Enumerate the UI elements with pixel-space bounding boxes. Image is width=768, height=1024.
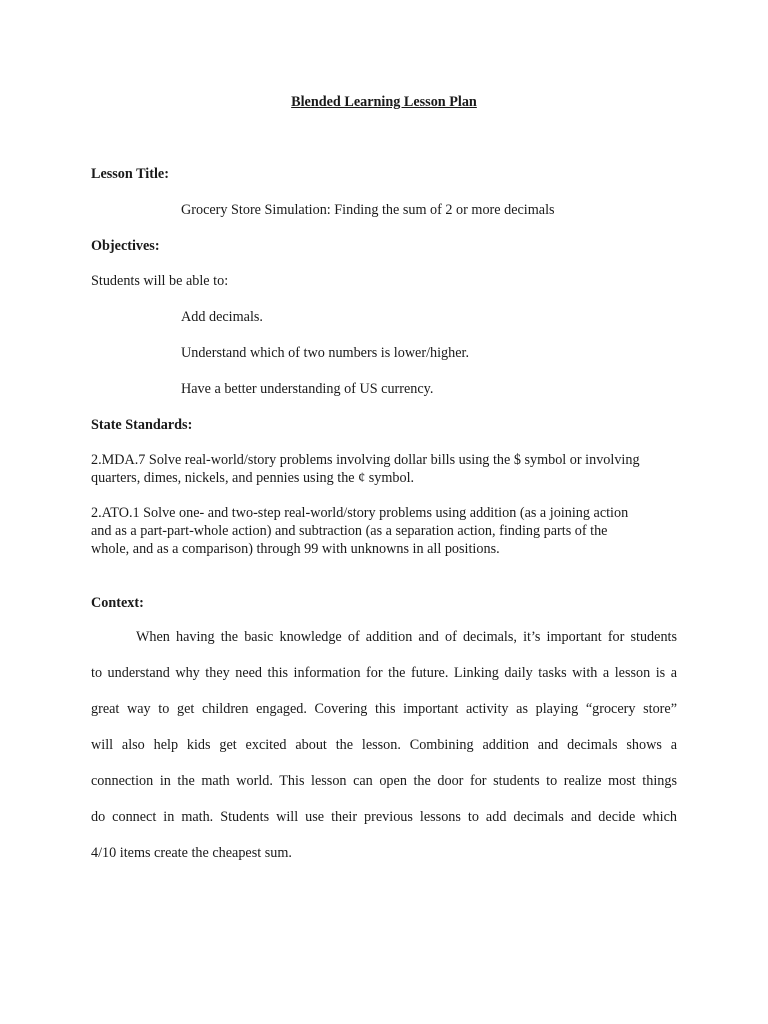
lesson-title-heading: Lesson Title: bbox=[91, 166, 169, 182]
context-line: will also help kids get excited about the lesson. Combining addition and decimals shows a bbox=[91, 737, 677, 753]
context-line: 4/10 items create the cheapest sum. bbox=[91, 845, 292, 861]
standards-heading: State Standards: bbox=[91, 417, 193, 433]
objective-item: Add decimals. bbox=[181, 309, 263, 325]
standard-line: and as a part-part-whole action) and subtraction (as a separation action, finding parts of the bbox=[91, 523, 608, 539]
context-line: When having the basic knowledge of addition and of decimals, it’s important for students bbox=[136, 629, 677, 645]
standard-line: 2.ATO.1 Solve one- and two-step real-world/story problems using addition (as a joining action bbox=[91, 505, 629, 521]
objective-item: Understand which of two numbers is lower/higher. bbox=[181, 345, 470, 361]
context-line: to understand why they need this information for the future. Linking daily tasks with a lesson is a bbox=[91, 665, 677, 681]
context-line: connection in the math world. This lesson can open the door for students to realize most things bbox=[91, 773, 677, 789]
standard-line: quarters, dimes, nickels, and pennies using the ¢ symbol. bbox=[91, 470, 415, 486]
standard-line: whole, and as a comparison) through 99 with unknowns in all positions. bbox=[91, 541, 500, 557]
objectives-intro: Students will be able to: bbox=[91, 273, 229, 289]
objective-item: Have a better understanding of US currency. bbox=[181, 381, 434, 397]
context-line: great way to get children engaged. Covering this important activity as playing “grocery store” bbox=[91, 701, 677, 717]
context-line: do connect in math. Students will use their previous lessons to add decimals and decide which bbox=[91, 809, 677, 825]
standard-line: 2.MDA.7 Solve real-world/story problems involving dollar bills using the $ symbol or involving bbox=[91, 452, 640, 468]
lesson-title-text: Grocery Store Simulation: Finding the sum of 2 or more decimals bbox=[181, 202, 555, 218]
document-title: Blended Learning Lesson Plan bbox=[291, 94, 477, 110]
objectives-heading: Objectives: bbox=[91, 238, 160, 254]
context-heading: Context: bbox=[91, 595, 144, 611]
